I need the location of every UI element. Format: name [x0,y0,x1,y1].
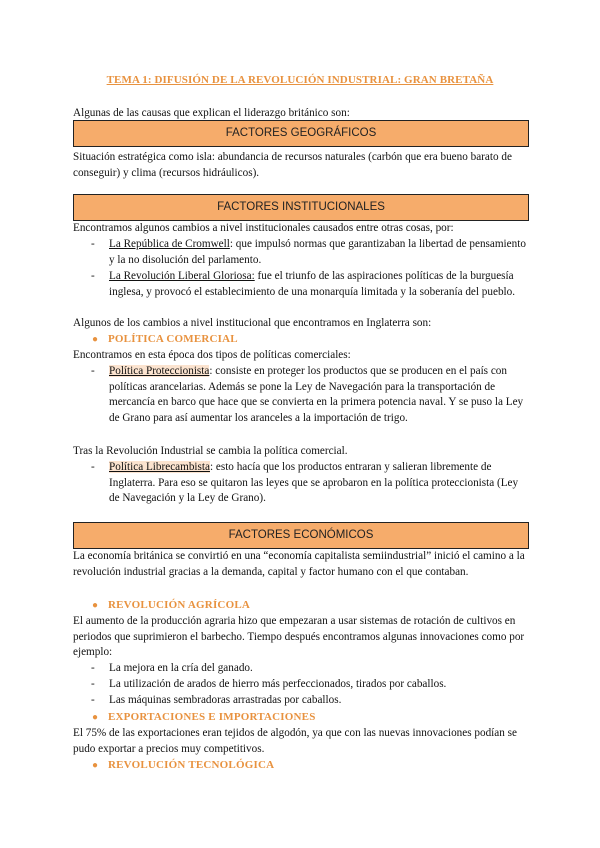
highlight-proteccionista: Política Proteccionista [109,365,210,377]
item-text: fue el triunfo de las aspiraciones políticas de la burguesía inglesa, y provocó el establecimiento de una monarquía limitada y la soberanía del pueblo. [109,270,516,298]
bullet-icon: ● [92,760,99,771]
list-dash: - [91,238,95,250]
list-item [109,269,529,300]
list-dash: - [91,662,95,674]
section-heading-institucionales: FACTORES INSTITUCIONALES [73,194,529,221]
highlight-librecambista: Política Librecambista [109,461,210,473]
section-heading-geograficos: FACTORES GEOGRÁFICOS [73,120,529,147]
list-dash: - [91,270,95,282]
list-dash: - [91,365,95,377]
item-link: La República de Cromwell [109,238,230,250]
list-item: La mejora en la cría del ganado. [109,662,253,674]
list-item: Las máquinas sembradoras arrastradas por caballos. [109,694,342,706]
item-link: La Revolución Liberal Gloriosa: [109,270,255,282]
inst-intro: Encontramos algunos cambios a nivel institucionales causados entre otras cosas, por: [73,222,454,234]
geo-paragraph: Situación estratégica como isla: abundancia de recursos naturales (carbón que era bueno barato de conseguir) y clima (recursos hidráulicos). [73,151,512,179]
subheading-revolucion-tecnologica: REVOLUCIÓN TECNOLÓGICA [108,759,275,771]
subheading-exportaciones: EXPORTACIONES E IMPORTACIONES [108,711,316,723]
intro-text: Algunas de las causas que explican el liderazgo británico son: [73,107,350,119]
list-item [109,237,529,268]
bullet-icon: ● [92,334,99,345]
econ-intro: La economía británica se convirtió en una “economía capitalista semiindustrial” inició el camino a la revolución industrial gracias a la demanda, capital y factor humano con el que contaban. [73,550,525,578]
agri-paragraph: El aumento de la producción agraria hizo que empezaran a usar sistemas de rotación de cultivos en periodos que suprimieron el barbecho. Tiempo después encontramos algunas innovaciones como por ejemplo: [73,615,525,659]
list-item [109,364,529,426]
subheading-politica-comercial: POLÍTICA COMERCIAL [108,333,238,345]
bullet-icon: ● [92,712,99,723]
exp-paragraph: El 75% de las exportaciones eran tejidos de algodón, ya que con las nuevas innovaciones podían se pudo exportar a precios muy competitivos. [73,727,517,755]
item-text: : que impulsó normas que garantizaban la libertad de pensamiento y la no disolución del parlamento. [109,238,526,266]
bullet-icon: ● [92,600,99,611]
inst-intro-2: Algunos de los cambios a nivel institucional que encontramos en Inglaterra son: [73,317,432,329]
list-item: La utilización de arados de hierro más perfeccionados, tirados por caballos. [109,678,447,690]
page-title: TEMA 1: DIFUSIÓN DE LA REVOLUCIÓN INDUSTRIAL: GRAN BRETAÑA [106,74,494,86]
list-dash: - [91,461,95,473]
item-text: : consiste en proteger los productos que se producen en el país con políticas arancelarias. Además se pone la Ley de Navegación para la transportación de mercancía en barco que hace que se convierta en la primera potencia naval. Y se puso la Ley de Grano para así aumentar los aranceles a la importación de trigo. [109,365,524,424]
list-dash: - [91,678,95,690]
subheading-revolucion-agricola: REVOLUCIÓN AGRÍCOLA [108,599,251,611]
section-heading-economicos: FACTORES ECONÓMICOS [73,522,529,549]
transition-text: Tras la Revolución Industrial se cambia la política comercial. [73,445,348,457]
policy-intro: Encontramos en esta época dos tipos de políticas comerciales: [73,349,351,361]
list-item [109,460,529,507]
item-text: : esto hacía que los productos entraran y salieran libremente de Inglaterra. Para eso se quitaron las leyes que se aprobaron en la política proteccionista (Ley de Navegación y la Ley de Grano). [109,461,519,505]
list-dash: - [91,694,95,706]
